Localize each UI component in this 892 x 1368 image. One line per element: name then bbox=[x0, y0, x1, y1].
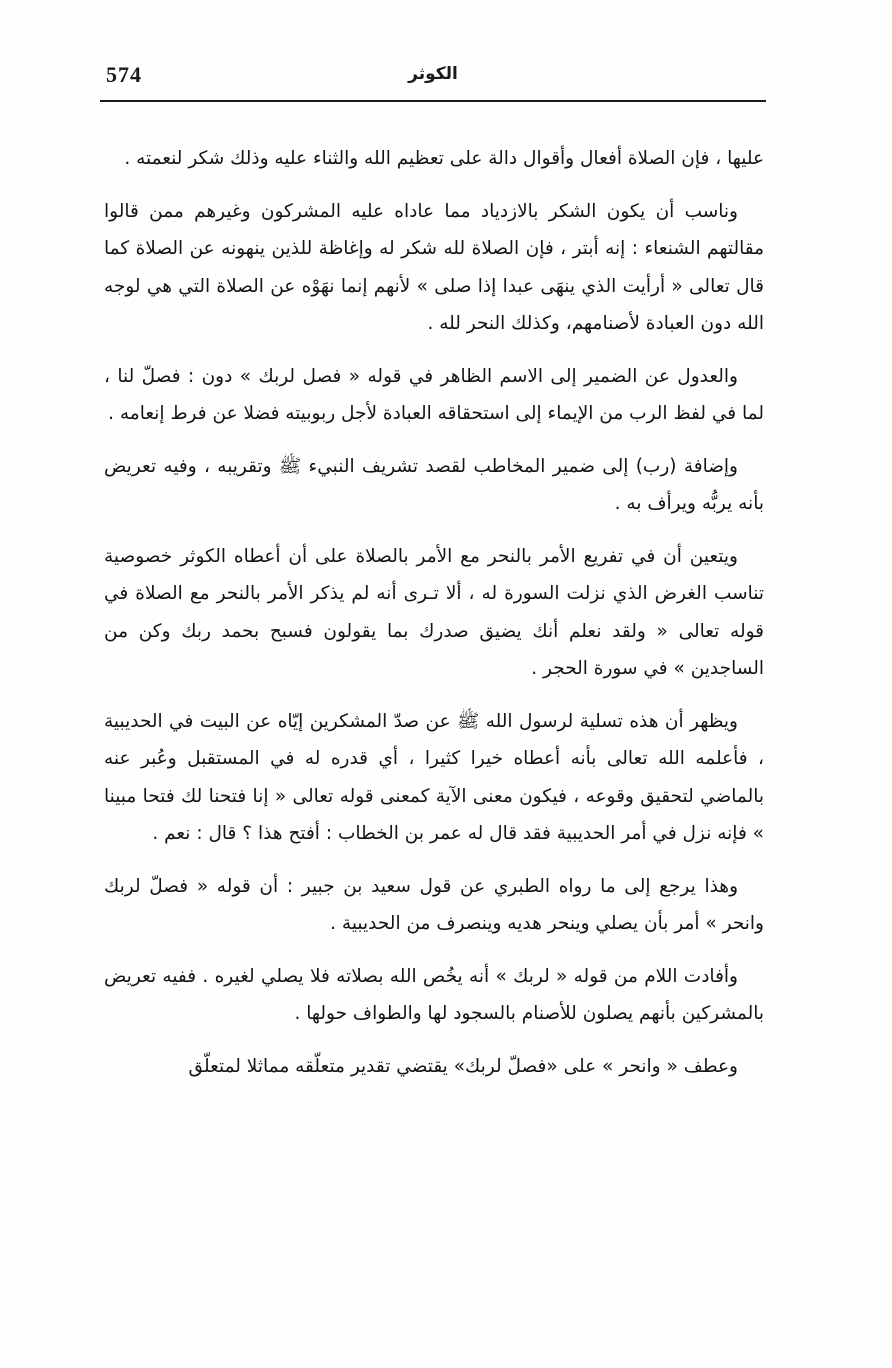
page-header bbox=[100, 58, 766, 102]
paragraph: وهذا يرجع إلى ما رواه الطبري عن قول سعيد بن جبير : أن قوله « فصلّ لربك وانحر » أمر بأن يصلي وينحر هديه وينصرف من الحديبية . bbox=[104, 875, 764, 934]
paragraph: وأفادت اللام من قوله « لربك » أنه يخُص الله بصلاته فلا يصلي لغيره . ففيه تعريض بالمشركين بأنهم يصلون للأصنام بالسجود لها والطواف حولها . bbox=[104, 965, 764, 1024]
paragraph-continuation: عليها ، فإن الصلاة أفعال وأقوال دالة على تعظيم الله والثناء عليه وذلك شكر لنعمته . bbox=[124, 148, 764, 169]
header-rule bbox=[100, 100, 766, 102]
paragraph: وناسب أن يكون الشكر بالازدياد مما عاداه عليه المشركون وغيرهم ممن قالوا مقالتهم الشنعاء : إنه أبتر ، فإن الصلاة لله شكر له وإغاظة للذين ينهونه عن الصلاة كما قال تعالى « أرأيت الذي ينهَى عبدا إذا صلى » لأنهم إنما نهَوْه عن الصلاة التي هي لوجه الله دون العبادة لأصنامهم، وكذلك النحر لله . bbox=[104, 200, 764, 334]
body-text bbox=[104, 140, 764, 1100]
paragraph: وعطف « وانحر » على «فصلّ لربك» يقتضي تقدير متعلّقه مماثلا لمتعلّق bbox=[188, 1055, 738, 1077]
paragraph: ويتعين أن في تفريع الأمر بالنحر مع الأمر بالصلاة على أن أعطاه الكوثر خصوصية تناسب الغرض الذي نزلت السورة له ، ألا تـرى أنه لم يذكر الأمر بالنحر مع الصلاة في قوله تعالى « ولقد نعلم أنك يضيق صدرك بما يقولون فسبح بحمد ربك وكن من الساجدين » في سورة الحجر . bbox=[104, 545, 764, 679]
running-title: الكوثر bbox=[408, 64, 458, 84]
paragraph: ويظهر أن هذه تسلية لرسول الله ﷺ عن صدّ المشكرين إيّاه عن البيت في الحديبية ، فأعلمه الله تعالى بأنه أعطاه خيرا كثيرا ، أي قدره له في المستقبل وعُبر عنه بالماضي لتحقيق وقوعه ، فيكون معنى الآية كمعنى قوله تعالى « إنا فتحنا لك فتحا مبينا » فإنه نزل في أمر الحديبية فقد قال له عمر بن الخطاب : أفتح هذا ؟ قال : نعم . bbox=[104, 710, 764, 844]
page-number: 574 bbox=[106, 62, 142, 87]
paragraph: وإضافة (رب) إلى ضمير المخاطب لقصد تشريف النبيء ﷺ وتقريبه ، وفيه تعريض بأنه يربُّه ويرأف به . bbox=[104, 455, 764, 514]
paragraph: والعدول عن الضمير إلى الاسم الظاهر في قوله « فصل لربك » دون : فصلّ لنا ، لما في لفظ الرب من الإيماء إلى استحقاقه العبادة لأجل ربوبيته فضلا عن فرط إنعامه . bbox=[104, 365, 764, 424]
